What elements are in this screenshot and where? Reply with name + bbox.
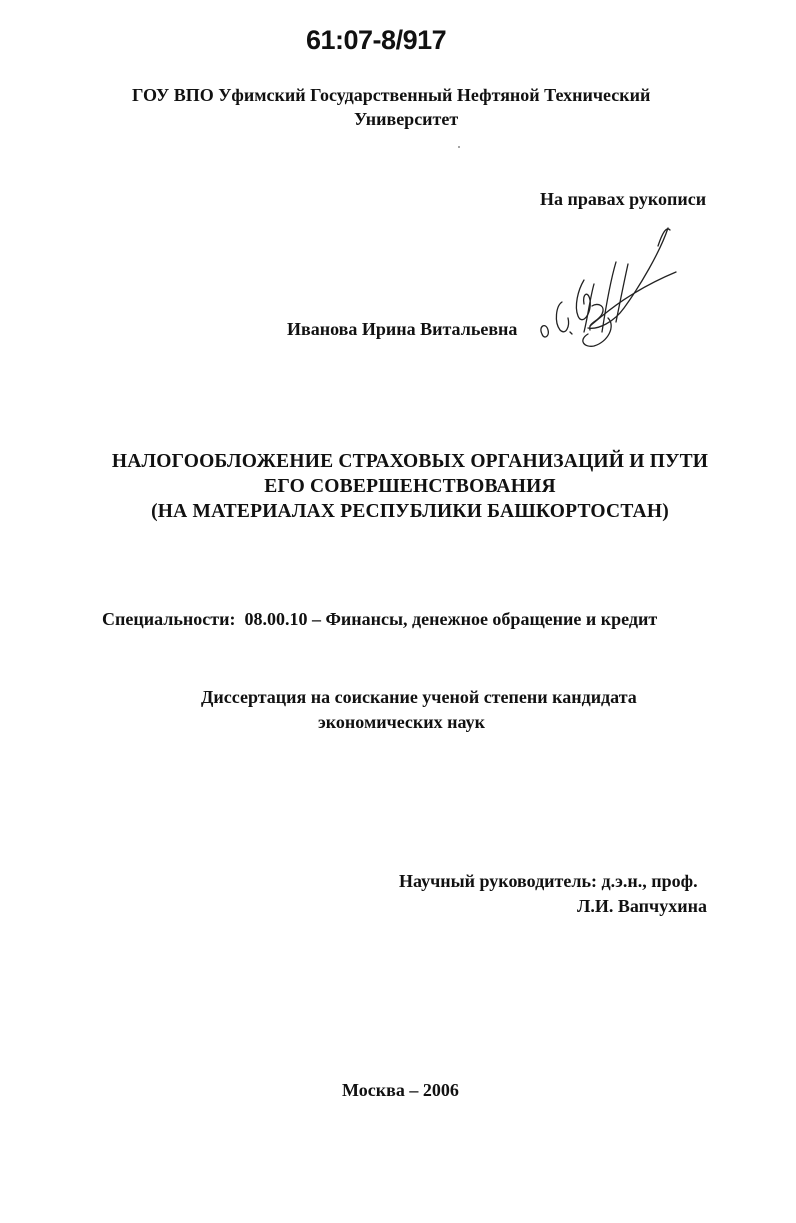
catalog-number: 61:07-8/917 <box>306 25 447 55</box>
institution-line-2: Университет <box>354 109 459 129</box>
advisor-name: Л.И. Вапчухина <box>577 896 707 916</box>
title-line-1: НАЛОГООБЛОЖЕНИЕ СТРАХОВЫХ ОРГАНИЗАЦИЙ И ПУТИ <box>111 451 709 472</box>
manuscript-note: На правах рукописи <box>540 189 707 209</box>
author-signature <box>532 222 682 357</box>
title-line-3: (НА МАТЕРИАЛАХ РЕСПУБЛИКИ БАШКОРТОСТАН) <box>151 501 669 522</box>
speck <box>458 146 460 148</box>
advisor-line-1: Научный руководитель: д.э.н., проф. <box>399 871 698 891</box>
title-line-2: ЕГО СОВЕРШЕНСТВОВАНИЯ <box>264 476 556 497</box>
institution-line-1: ГОУ ВПО Уфимский Государственный Нефтяной Технический <box>132 85 651 105</box>
specialty-line: Специальности: 08.00.10 – Финансы, денежное обращение и кредит <box>102 609 658 629</box>
author-name: Иванова Ирина Витальевна <box>287 319 518 339</box>
dissertation-line-1: Диссертация на соискание ученой степени кандидата <box>201 687 637 707</box>
dissertation-line-2: экономических наук <box>318 712 485 732</box>
city-year: Москва – 2006 <box>342 1080 459 1100</box>
